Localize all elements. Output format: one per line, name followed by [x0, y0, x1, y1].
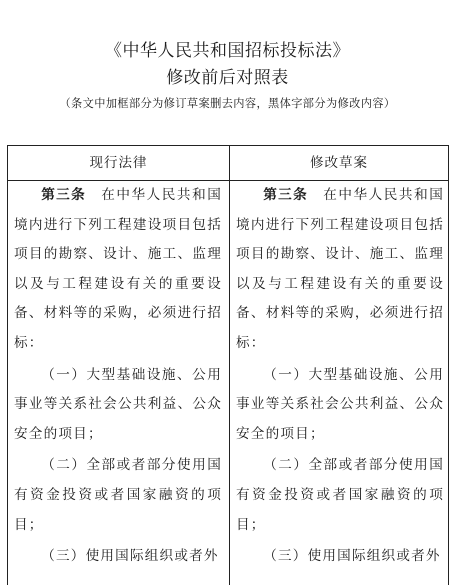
article-intro-text: 在中华人民共和国境内进行下列工程建设项目包括项目的勘察、设计、施工、监理以及与工程建设有关的重要设备、材料等的采购，必须进行招标：: [236, 187, 445, 351]
current-law-column: [14, 181, 222, 572]
article-number: 第三条: [41, 187, 87, 203]
article-intro-text: 在中华人民共和国境内进行下列工程建设项目包括项目的勘察、设计、施工、监理以及与工程建设有关的重要设备、材料等的采购，必须进行招标：: [14, 187, 223, 351]
document-title: 《中华人民共和国招标投标法》: [105, 41, 350, 61]
draft-item-3: （三）使用国际组织或者外: [263, 548, 441, 565]
document-subtitle: 修改前后对照表: [166, 68, 289, 88]
header-current-law: 现行法律: [89, 155, 148, 171]
comparison-table: [7, 145, 449, 585]
table-header-row: [8, 146, 448, 181]
draft-item-1: （一）大型基础设施、公用事业等关系社会公共利益、公众安全的项目；: [236, 366, 444, 442]
column-divider: [229, 146, 230, 585]
draft-item-2: （二）全部或者部分使用国有资金投资或者国家融资的项目；: [236, 457, 444, 533]
current-law-article-3: [14, 181, 222, 359]
current-law-item-2: （二）全部或者部分使用国有资金投资或者国家融资的项目；: [14, 457, 222, 533]
article-number: 第三条: [263, 187, 309, 203]
current-law-item-3: （三）使用国际组织或者外: [41, 548, 219, 565]
document-note: （条文中加框部分为修订草案删去内容，黑体字部分为修改内容）: [59, 97, 396, 110]
current-law-item-1: （一）大型基础设施、公用事业等关系社会公共利益、公众安全的项目；: [14, 366, 222, 442]
draft-amendment-column: [236, 181, 444, 572]
header-draft-amendment: 修改草案: [310, 155, 368, 171]
draft-article-3: [236, 181, 444, 359]
